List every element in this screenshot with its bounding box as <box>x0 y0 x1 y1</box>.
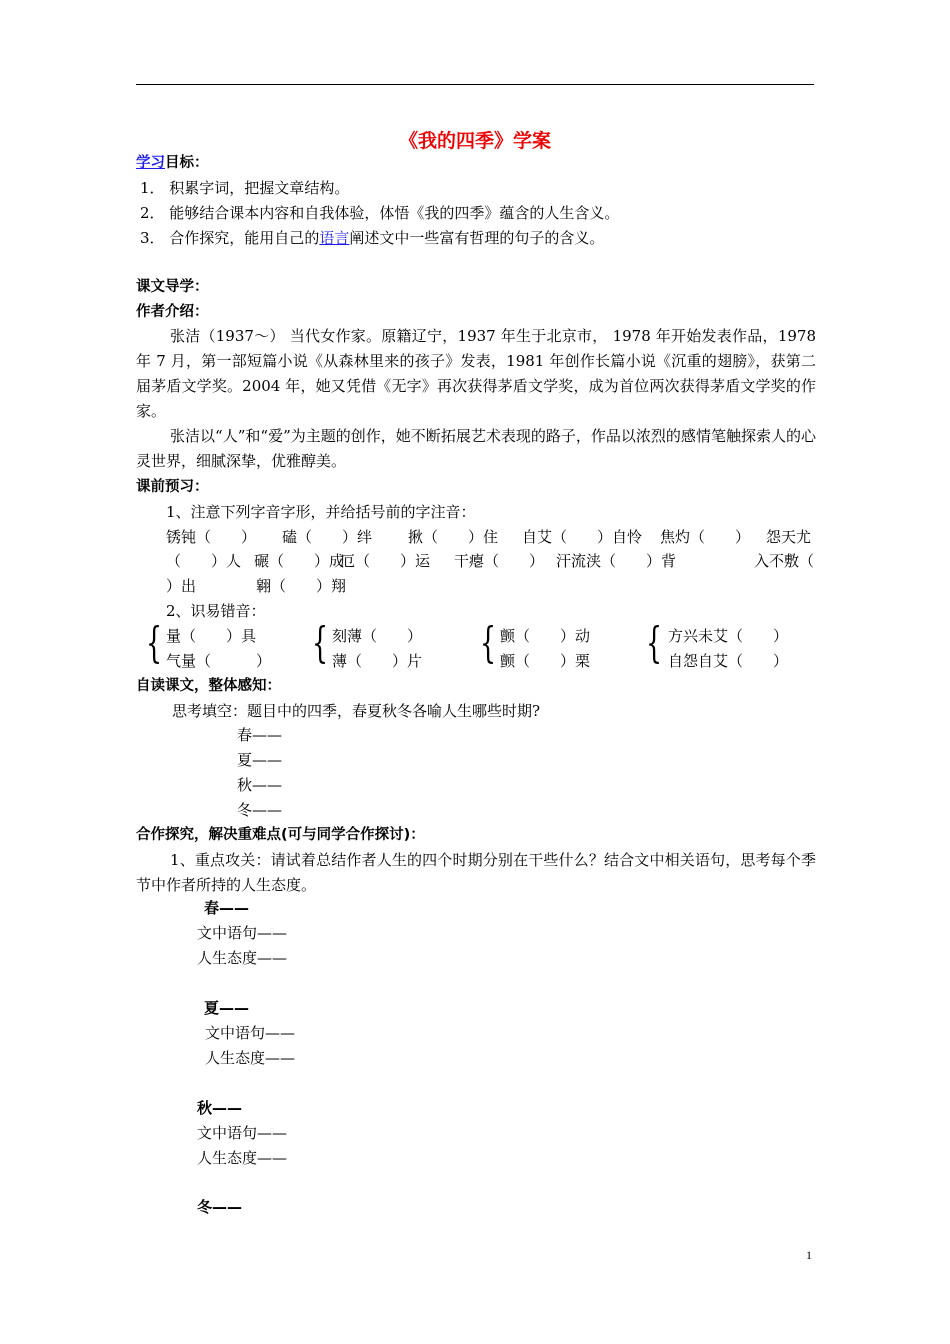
author-paragraph-2: 张洁以“人”和“爱”为主题的创作，她不断拓展艺术表现的路子，作品以浓烈的感情笔触探索人的心灵世界，细腻深挚，优雅醇美。 <box>136 427 816 470</box>
objective-item-1: 1． 积累字词，把握文章结构。 <box>140 179 350 197</box>
objectives-heading-text: 目标： <box>165 155 209 171</box>
objective-item-2: 2． 能够结合课本内容和自我体验，体悟《我的四季》蕴含的人生含义。 <box>140 204 620 222</box>
read-heading: 自读课文，整体感知： <box>136 678 281 694</box>
objective-item-3 <box>140 228 604 248</box>
pinyin-item: 磕（ ）绊 <box>282 528 373 546</box>
brace-1: { <box>146 618 163 667</box>
page-number: 1 <box>806 1248 812 1262</box>
think-prompt: 思考填空：题目中的四季，春夏秋冬各喻人生哪些时期? <box>172 702 541 720</box>
polyphone-item: 量（ ）具 <box>166 627 257 645</box>
pinyin-item: 厄（ ）运 <box>340 552 431 570</box>
pinyin-item: 焦灼（ ） <box>660 528 751 546</box>
polyphone-item: 颤（ ）动 <box>500 627 591 645</box>
brace-2: { <box>312 618 329 667</box>
pinyin-item: 锈钝（ ） <box>166 528 257 546</box>
preview-question-2: 2、识易错音： <box>166 602 266 620</box>
polyphone-item: 刻薄（ ） <box>332 627 423 645</box>
brace-3: { <box>480 618 497 667</box>
coop-question-1: 1、重点攻关：请试着总结作者人生的四个时期分别在干些什么？结合文中相关语句，思考每个季节中作者所持的人生态度。 <box>136 851 816 894</box>
pinyin-item: 翱（ ）翔 <box>256 577 347 595</box>
coop-heading: 合作探究，解决重难点(可与同学合作探讨)： <box>136 827 425 843</box>
block-summer-attitude: 人生态度—— <box>205 1049 296 1067</box>
season-blank-winter: 冬—— <box>237 801 283 819</box>
polyphone-item: 方兴未艾（ ） <box>668 627 789 645</box>
block-autumn-season: 秋—— <box>197 1099 243 1117</box>
block-autumn-sentence: 文中语句—— <box>197 1124 288 1142</box>
pinyin-item: 揪（ ）住 <box>408 528 499 546</box>
block-autumn-attitude: 人生态度—— <box>197 1149 288 1167</box>
objectives-heading <box>136 153 209 173</box>
page-title: 《我的四季》学案 <box>398 130 551 152</box>
author-heading: 作者介绍： <box>136 304 209 320</box>
preview-heading: 课前预习： <box>136 479 209 495</box>
block-spring-attitude: 人生态度—— <box>197 949 288 967</box>
polyphone-item: 自怨自艾（ ） <box>668 652 789 670</box>
polyphone-item: 薄（ ）片 <box>332 652 423 670</box>
block-spring-season: 春—— <box>204 899 250 917</box>
pinyin-item: 自艾（ ）自怜 <box>522 528 643 546</box>
author-paragraph-1: 张洁（1937～） 当代女作家。原籍辽宁，1937 年生于北京市， 1978 年开始发表作品，1978年 7 月，第一部短篇小说《从森林里来的孩子》发表，1981 年创作长篇小说《沉重的翅膀》，获第二届茅盾文学奖。2004 年，她又凭借《无字》再次获得茅盾文学奖，成为首位两次获得茅盾文学奖的作家。 <box>136 327 816 420</box>
polyphone-item: 气量（ ） <box>166 652 272 670</box>
objectives-heading-link[interactable]: 学习 <box>136 155 165 171</box>
pinyin-item: 怨天尤 <box>766 528 812 546</box>
pinyin-item: ）出 <box>166 577 197 595</box>
brace-4: { <box>646 618 663 667</box>
block-summer-sentence: 文中语句—— <box>205 1024 296 1042</box>
pinyin-item: （ ）人 <box>166 552 242 570</box>
polyphone-item: 颤（ ）栗 <box>500 652 591 670</box>
season-blank-spring: 春—— <box>237 726 283 744</box>
block-summer-season: 夏—— <box>204 999 250 1017</box>
pinyin-item: 碾（ ）成 <box>254 552 345 570</box>
guide-heading: 课文导学： <box>136 279 209 295</box>
objective-item-3-post: 阐述文中一些富有哲理的句子的含义。 <box>349 229 605 247</box>
pinyin-item: 汗流浃（ ）背 <box>556 552 677 570</box>
pinyin-item: 干瘪（ ） <box>454 552 545 570</box>
pinyin-item: 入不敷（ <box>754 552 815 570</box>
header-rule <box>136 84 814 85</box>
objective-item-3-link[interactable]: 语言 <box>319 229 350 247</box>
season-blank-summer: 夏—— <box>237 751 283 769</box>
objective-item-3-pre: 3． 合作探究，能用自己的 <box>140 229 320 247</box>
block-winter-season: 冬—— <box>197 1198 243 1216</box>
season-blank-autumn: 秋—— <box>237 776 283 794</box>
preview-question-1: 1、注意下列字音字形，并给括号前的字注音： <box>166 503 476 521</box>
block-spring-sentence: 文中语句—— <box>197 924 288 942</box>
